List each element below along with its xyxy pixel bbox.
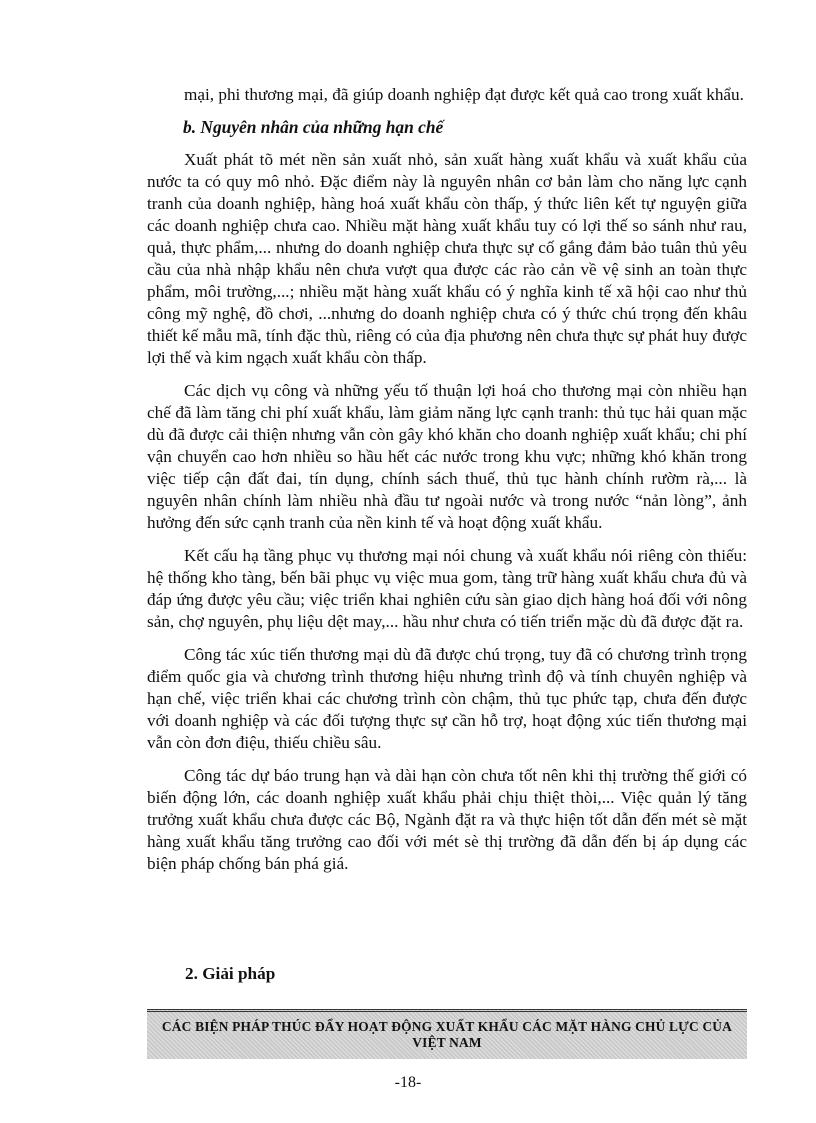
paragraph-1: Xuất phát tõ mét nền sản xuất nhỏ, sản xuất hàng xuất khẩu và xuất khẩu của nước ta có quy mô nhỏ. Đặc điểm này là nguyên nhân cơ bản làm cho năng lực cạnh tranh của doanh nghiệp, hàng hoá xuất khẩu còn thấp, ý thức liên kết tự nguyện giữa các doanh nghiệp chưa cao. Nhiều mặt hàng xuất khẩu tuy có lợi thế so sánh như rau, quả, thực phẩm,... nhưng do doanh nghiệp chưa thực sự cố gắng đảm bảo tuân thủ yêu cầu của nhà nhập khẩu nên chưa vượt qua được các rào cản về vệ sinh an toàn thực phẩm, môi trường,...; nhiều mặt hàng xuất khẩu có ý nghĩa kinh tế xã hội cao như thủ công mỹ nghệ, đồ chơi, ...nhưng do doanh nghiệp chưa có ý thức chú trọng đến khâu thiết kế mẫu mã, tính đặc thù, riêng có của địa phương nên chưa thực sự phát huy được lợi thế và kim ngạch xuất khẩu còn thấp. bbox=[147, 150, 747, 367]
page-number: -18- bbox=[394, 1074, 422, 1091]
body-text bbox=[147, 84, 747, 875]
subheading: b. Nguyên nhân của những hạn chế bbox=[183, 117, 444, 137]
continuation-paragraph: mại, phi thương mại, đã giúp doanh nghiệp đạt được kết quả cao trong xuất khẩu. bbox=[184, 85, 744, 104]
footer-title: CÁC BIỆN PHÁP THÚC ĐẨY HOẠT ĐỘNG XUẤT KHẨU CÁC MẶT HÀNG CHỦ LỰC CỦA VIỆT NAM bbox=[161, 1019, 733, 1050]
paragraph-3: Kết cấu hạ tầng phục vụ thương mại nói chung và xuất khẩu nói riêng còn thiếu: hệ thống kho tàng, bến bãi phục vụ việc mua gom, tàng trữ hàng xuất khẩu chưa đủ và đáp ứng được yêu cầu; việc triển khai nghiên cứu sàn giao dịch hàng hoá đối với nông sản, chợ nguyên, phụ liệu dệt may,... hầu như chưa có tiến triển mặc dù đã được đặt ra. bbox=[147, 546, 747, 631]
footer-banner bbox=[147, 1009, 747, 1059]
paragraph-4: Công tác xúc tiến thương mại dù đã được chú trọng, tuy đã có chương trình trọng điểm quốc gia và chương trình thương hiệu nhưng trình độ và tính chuyên nghiệp và hạn chế, việc triển khai các chương trình còn chậm, thủ tục phức tạp, chưa đến được với doanh nghiệp và các đối tượng thực sự cần hỗ trợ, hoạt động xúc tiến thương mại vẫn còn đơn điệu, thiếu chiều sâu. bbox=[147, 645, 747, 752]
paragraph-5: Công tác dự báo trung hạn và dài hạn còn chưa tốt nên khi thị trường thế giới có biến động lớn, các doanh nghiệp xuất khẩu phải chịu thiệt thòi,... Việc quản lý tăng trưởng xuất khẩu chưa được các Bộ, Ngành đặt ra và thực hiện tốt dẫn đến mét sè mặt hàng xuất khẩu tăng trưởng cao đối với mét sè thị trường đã dẫn đến bị áp dụng các biện pháp chống bán phá giá. bbox=[147, 766, 747, 873]
section-heading: 2. Giải pháp bbox=[185, 964, 276, 983]
paragraph-2: Các dịch vụ công và những yếu tố thuận lợi hoá cho thương mại còn nhiều hạn chế đã làm tăng chi phí xuất khẩu, làm giảm năng lực cạnh tranh: thủ tục hải quan mặc dù đã được cải thiện nhưng vẫn còn gây khó khăn cho doanh nghiệp xuất khẩu; chi phí vận chuyển cao hơn nhiều so hầu hết các nước trong khu vực; những khó khăn trong việc tiếp cận đất đai, tín dụng, chính sách thuế, thủ tục hành chính rườm rà,... là nguyên nhân chính làm nhiều nhà đầu tư ngoài nước và trong nước “nản lòng”, ảnh hưởng đến sức cạnh tranh của nền kinh tế và hoạt động xuất khẩu. bbox=[147, 381, 747, 532]
